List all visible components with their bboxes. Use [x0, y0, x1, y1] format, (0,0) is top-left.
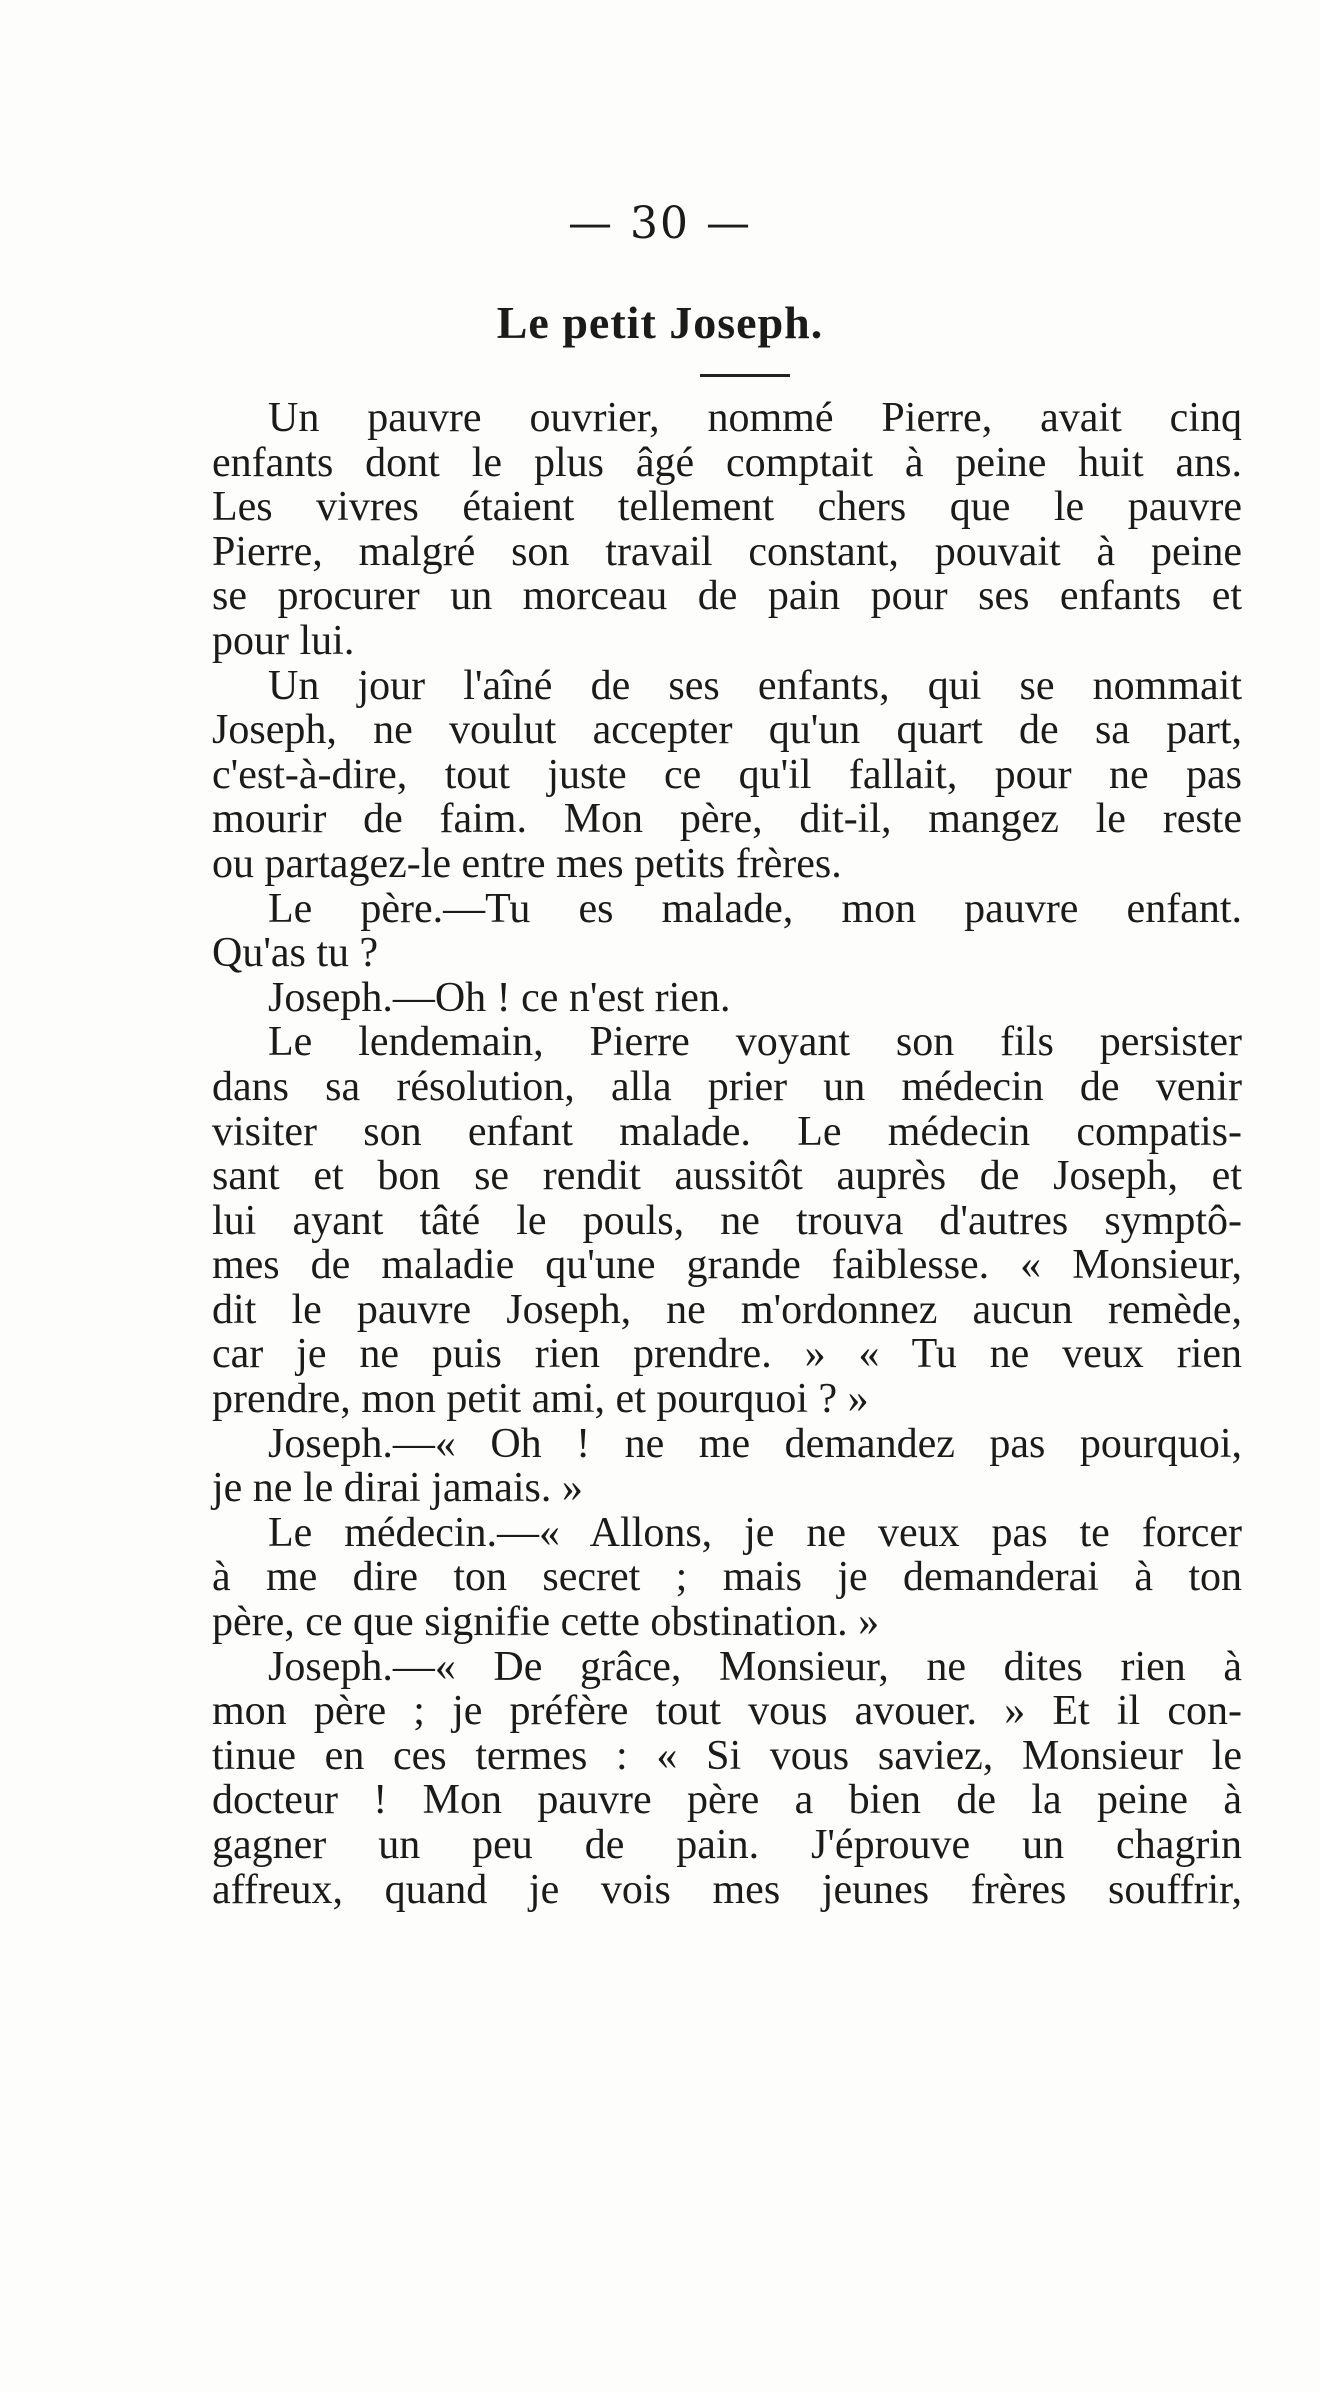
text-line: ou partagez-le entre mes petits frères.: [212, 840, 842, 887]
text-line: c'est-à-dire, tout juste ce qu'il fallait, pour ne pas: [212, 751, 1242, 798]
text-line: prendre, mon petit ami, et pourquoi ? »: [212, 1376, 869, 1423]
text-line: Le lendemain, Pierre voyant son fils persister: [268, 1019, 1242, 1066]
text-line: mon père ; je préfère tout vous avouer. » Et il con-: [212, 1688, 1242, 1735]
text-line: Joseph.—« De grâce, Monsieur, ne dites rien à: [268, 1643, 1242, 1690]
text-line: dans sa résolution, alla prier un médecin de venir: [212, 1063, 1242, 1110]
text-line: tinue en ces termes : « Si vous saviez, Monsieur le: [212, 1732, 1242, 1779]
text-line: dit le pauvre Joseph, ne m'ordonnez aucun remède,: [212, 1286, 1242, 1333]
text-line: car je ne puis rien prendre. » « Tu ne veux rien: [212, 1331, 1242, 1378]
text-line: se procurer un morceau de pain pour ses enfants et: [212, 573, 1242, 620]
text-line: sant et bon se rendit aussitôt auprès de Joseph, et: [212, 1153, 1242, 1200]
text-line: à me dire ton secret ; mais je demanderai à ton: [212, 1554, 1242, 1601]
text-line: enfants dont le plus âgé comptait à peine huit ans.: [212, 439, 1242, 486]
text-line: pour lui.: [212, 617, 355, 664]
text-line: Le père.—Tu es malade, mon pauvre enfant.: [268, 885, 1242, 932]
text-line: père, ce que signifie cette obstination. »: [212, 1599, 880, 1646]
text-line: gagner un peu de pain. J'éprouve un chagrin: [212, 1822, 1242, 1868]
text-line: Joseph, ne voulut accepter qu'un quart de sa part,: [212, 707, 1242, 754]
text-line: mes de maladie qu'une grande faiblesse. « Monsieur,: [212, 1242, 1242, 1289]
text-line: Joseph.—Oh ! ce n'est rien.: [268, 974, 731, 1021]
text-line: je ne le dirai jamais. »: [212, 1465, 583, 1512]
text-line: Un jour l'aîné de ses enfants, qui se nommait: [268, 662, 1242, 709]
chapter-title: Le petit Joseph.: [496, 297, 824, 348]
text-line: Pierre, malgré son travail constant, pouvait à peine: [212, 528, 1242, 575]
text-line: mourir de faim. Mon père, dit-il, mangez le reste: [212, 796, 1242, 843]
text-line: Qu'as tu ?: [212, 930, 379, 977]
text-line: docteur ! Mon pauvre père a bien de la peine à: [212, 1777, 1242, 1824]
body-text: [212, 396, 1242, 1912]
title-divider: [700, 374, 790, 377]
text-line: Les vivres étaient tellement chers que le pauvre: [212, 484, 1242, 531]
page-number: — 30 —: [568, 198, 752, 249]
text-line: affreux, quand je vois mes jeunes frères souffrir,: [212, 1866, 1242, 1913]
text-line: Le médecin.—« Allons, je ne veux pas te forcer: [268, 1509, 1242, 1556]
text-line: visiter son enfant malade. Le médecin compatis-: [212, 1108, 1242, 1155]
text-line: lui ayant tâté le pouls, ne trouva d'autres symptô-: [212, 1197, 1242, 1244]
text-line: Joseph.—« Oh ! ne me demandez pas pourquoi,: [268, 1420, 1242, 1467]
text-line: Un pauvre ouvrier, nommé Pierre, avait cinq: [268, 395, 1242, 441]
